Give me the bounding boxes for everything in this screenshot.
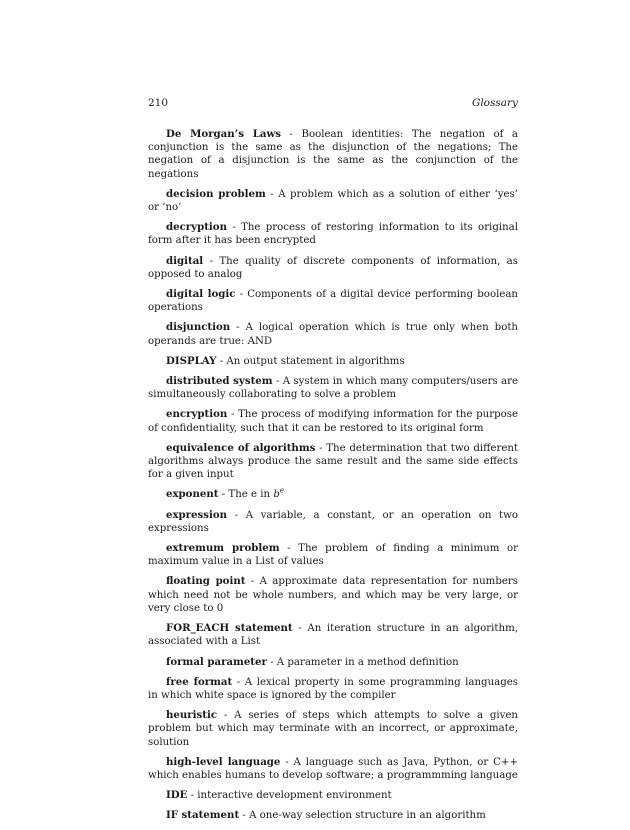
glossary-definition: - interactive development environment	[187, 790, 392, 802]
glossary-term: DISPLAY	[166, 354, 217, 367]
glossary-term: extremum problem	[166, 542, 280, 555]
glossary-entry-formal-parameter	[148, 656, 518, 669]
glossary-term: heuristic	[166, 709, 218, 722]
running-title: Glossary	[471, 97, 518, 109]
glossary-entry-for-each-statement	[148, 622, 518, 648]
glossary-entry-decision-problem	[148, 188, 518, 214]
glossary-definition: - A approximate data representation for numbers which need not be whole numbers, and which may be very large, or very close to 0	[148, 576, 518, 614]
glossary-term: digital logic	[166, 288, 236, 301]
glossary-entry-exponent	[148, 488, 518, 501]
glossary-term: expression	[166, 508, 228, 521]
glossary-definition: - The determination that two different algorithms always produce the same result and the same side effects for a given input	[148, 442, 518, 481]
glossary-term: floating point	[166, 575, 246, 588]
glossary-term: free format	[166, 675, 233, 688]
glossary-entry-display	[148, 355, 518, 368]
glossary-definition: - A logical operation which is true only when both operands are true: AND	[148, 322, 518, 347]
glossary-term: equivalence of algorithms	[166, 441, 316, 454]
glossary-definition: - A one-way selection structure in an algorithm	[239, 810, 486, 822]
glossary-entry-disjunction	[148, 321, 518, 347]
glossary-definition: - Components of a digital device performing boolean operations	[148, 289, 518, 314]
glossary-definition: - The quality of discrete components of information, as opposed to analog	[148, 255, 518, 280]
glossary-definition: - An iteration structure in an algorithm, associated with a List	[148, 623, 518, 648]
glossary-definition: - A problem which as a solution of either ‘yes’ or ‘no’	[148, 188, 518, 214]
glossary-definition: - The process of modifying information for the purpose of confidentiality, such that it can be restored to its original form	[148, 409, 518, 434]
exponent-base: b	[273, 489, 280, 501]
glossary-entry-heuristic	[148, 709, 518, 749]
glossary-entry-equivalence-of-algorithms	[148, 442, 518, 482]
glossary-definition: - Boolean identities: The negation of a conjunction is the same as the disjunction of the negations; The negation of a disjunction is the same as the conjunction of the negations	[148, 129, 518, 180]
glossary-definition: - A series of steps which attempts to solve a given problem but which may terminate with an incorrect, or approximate, solution	[148, 710, 518, 748]
glossary-entry-decryption	[148, 221, 518, 247]
glossary-definition: - The problem of finding a minimum or maximum value in a List of values	[148, 543, 518, 568]
glossary-definition: - The process of restoring information to its original form after it has been encrypted	[148, 222, 518, 247]
glossary-definition: - An output statement in algorithms	[216, 355, 405, 367]
glossary-entry-if-statement	[148, 809, 518, 822]
glossary-entry-distributed-system	[148, 375, 518, 401]
page-number: 210	[148, 97, 169, 109]
glossary-term: digital	[166, 254, 204, 267]
glossary-term: distributed system	[166, 375, 273, 388]
glossary-definition: - A system in which many computers/users are simultaneously collaborating to solve a problem	[148, 376, 519, 401]
exponent-power: e	[279, 487, 285, 496]
glossary-entry-floating-point	[148, 575, 518, 615]
glossary-definition: - A parameter in a method definition	[266, 656, 459, 668]
glossary-term: FOR_EACH statement	[166, 622, 293, 635]
glossary-term: decryption	[166, 221, 227, 234]
glossary-entry-digital	[148, 255, 518, 281]
glossary-page	[148, 97, 518, 830]
glossary-term: IDE	[166, 789, 188, 802]
page-header	[148, 97, 518, 110]
glossary-term: high-level language	[166, 755, 281, 768]
glossary-term: disjunction	[166, 321, 231, 334]
glossary-definition: - The e in	[218, 489, 274, 501]
glossary-term: encryption	[166, 408, 228, 421]
glossary-term: De Morgan’s Laws	[166, 128, 282, 140]
glossary-entry-de-morgans-laws	[148, 128, 518, 181]
glossary-entry-extremum-problem	[148, 542, 518, 568]
glossary-entry-encryption	[148, 408, 518, 434]
glossary-definition: - A variable, a constant, or an operation on two expressions	[148, 509, 518, 534]
glossary-term: formal parameter	[166, 655, 267, 668]
glossary-entry-free-format	[148, 676, 518, 702]
glossary-term: decision problem	[166, 187, 266, 200]
glossary-term: exponent	[166, 488, 219, 501]
glossary-definition: - A language such as Java, Python, or C++ which enables humans to develop software; a programmming language	[148, 756, 518, 781]
glossary-entry-expression	[148, 509, 518, 535]
glossary-entry-digital-logic	[148, 288, 518, 314]
glossary-term: IF statement	[166, 809, 240, 822]
glossary-entry-ide	[148, 789, 518, 802]
glossary-definition: - A lexical property in some programming languages in which white space is ignored by the compiler	[148, 676, 518, 701]
glossary-entry-high-level-language	[148, 756, 518, 782]
